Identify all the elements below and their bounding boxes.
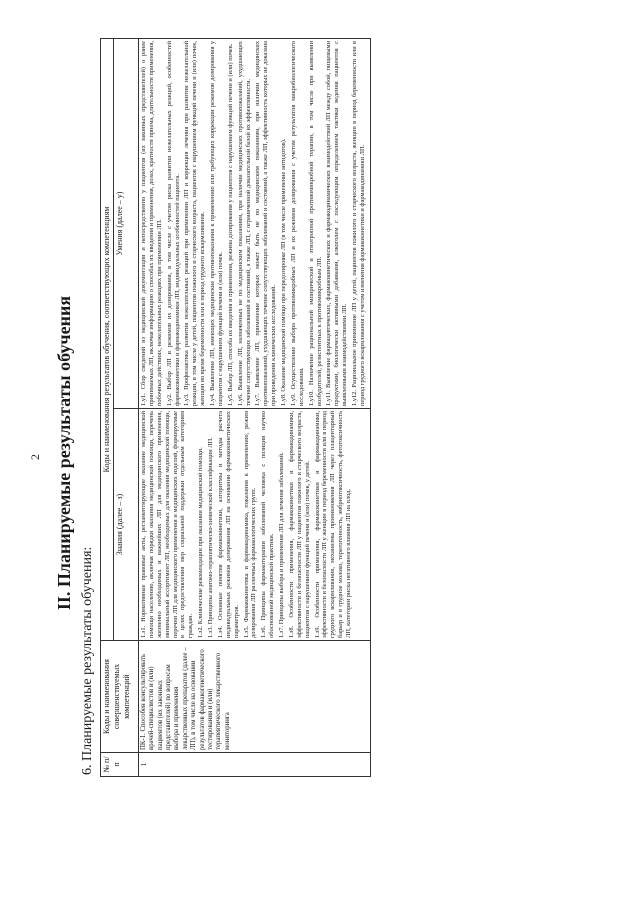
skill-item: 1.у5. Выбор ЛП, способа их введения и применения, режима дозирования у пациентов с нарушением функций печени и (или) почек. (226, 43, 234, 406)
row-number: 1 (139, 752, 371, 776)
learning-results-table (100, 37, 371, 776)
table-caption: 6. Планируемые результаты обучения: (80, 546, 95, 775)
knowledge-item: 1.з2. Клинические рекомендации при оказании медицинской помощи. (197, 446, 205, 638)
skills-cell (139, 38, 371, 408)
skill-item: 1.у12. Рациональное применение ЛП у детей, пациентов пожилого и старческого возраста, женщин в период беременности или в период грудного вскармливания с учетом изменения фармакокинетики и фармакодинамики ЛП. (351, 40, 366, 406)
knowledge-item: 1.з4. Основные понятия фармакокинетики, алгоритмы и методы расчета индивидуальных режимов дозирования ЛП на основании фармакокинетических параметров. (216, 410, 240, 638)
skill-item: 1.у6. Выявление ЛП, назначенных не по медицинским показаниям, при наличии медицинских противопоказаний, ухудшающих течение сопутствующих заболеваний и состояний, а также ЛП, с ограниченной доказательной базой их эффективности. (236, 40, 252, 406)
skill-item: 1.у9. Осуществление выбора противомикробных ЛП и их режимов дозирования с учетом результатов микробиологического исследования. (289, 40, 305, 406)
header-results-group: Коды и наименования результатов обучения, соответствующих компетенциям (101, 38, 114, 640)
knowledge-cell (139, 408, 371, 640)
page-number: 2 (28, 453, 42, 460)
table-row (139, 38, 371, 776)
knowledge-item: 1.з8. Особенности применения, фармакокинетики и фармакодинамики, эффективности и безопасности ЛП у пациентов пожилого и старческого возраста, пациентов с нарушением функций печени и (или) почек, у детей. (287, 410, 311, 638)
knowledge-item: 1.з1. Нормативные правовые акты, регламентирующие оказание медицинской помощи населению, включая порядки оказания медицинской помощи, перечень жизненно необходимых и важнейших ЛП для медицинского применения, минимальный ассортимент ЛП, необходимых для оказания медицинской помощи, перечни ЛП для медицинского применения и медицинских изделий, формируемые в целях предоставления мер социальной поддержки отдельным категориям граждан. (140, 410, 195, 638)
skill-item: 1.у7. Выявление ЛП, применение которых может быть не по медицинским показаниям, при наличии медицинских противопоказаний, ухудшающих течение сопутствующих заболеваний и состояний, а также ЛП, эффективность которых не доказана при проведении клинических исследований. (254, 40, 278, 406)
knowledge-item: 1.з9. Особенности применения, фармакокинетики и фармакодинамики, эффективности и безопасности ЛП у женщин в период беременности или в период грудного вскармливания, механизмы проникновения ЛП через плацентарный барьер и в грудное молоко, тератогенность, эмбриотоксичность, фетотоксичность ЛП, категории риска негативного влияния ЛП на плод. (313, 410, 352, 638)
skill-item: 1.у3. Профилактика развития нежелательных реакций при применении ЛП и коррекция лечения при развитии нежелательной реакции, в том числе у детей, пациентов пожилого и старческого возраста, пациентов с нарушением функций печени и (или) почек, женщин во время беременности или в период грудного вскармливания. (183, 40, 207, 406)
skill-item: 1.у2. Выбор ЛП и режимов их дозирования, в том числе с учетом риска развития нежелательных реакций, особенностей фармакокинетики и фармакодинамики ЛП, индивидуальных особенностей пациента. (165, 40, 181, 406)
skill-item: 1.у4. Выявление ЛП, имеющих медицинские противопоказания к применению или требующих коррекции режимов дозирования у пациентов с нарушением функций печени и (или) почек. (209, 40, 224, 406)
knowledge-item: 1.з5. Фармакокинетика и фармакодинамика, показания к применению, режим дозирования ЛП различных фармакологических групп. (242, 410, 258, 638)
skill-item: 1.у10. Назначение рациональной эмпирической и этиотропной противомикробной терапии, в том числе при выявлении возбудителей, резистентных к противомикробным ЛП. (307, 40, 323, 406)
competence-cell: ПК-1. Способен консультировать врачей-специалистов и (или) пациентов (их законных представителей) по вопросам выбора и применения лекарственных препаратов (далее – ЛП), в том числе на основании результатов фармакогенетического тестирования и (или) терапевтического лекарственного мониторинга (139, 640, 371, 752)
skill-item: 1.у8. Оказание медицинской помощи при передозировке ЛП (в том числе применение антидотов). (280, 138, 287, 406)
skill-item: 1.у11. Выявление фармацевтических, фармакокинетических и фармакодинамических взаимодействий ЛП между собой, пищевыми продуктами, биологически активными добавками, алкоголем с последующим определением тактики ведения пациентов с выявленными взаимодействиями ЛП. (325, 40, 349, 406)
header-num: № п/п (101, 752, 139, 776)
rotated-page (20, 13, 620, 893)
section-title: II. Планируемые результаты обучения (54, 295, 74, 610)
knowledge-item: 1.з3. Принципы анатомо-терапевтическо-химической классификации ЛП. (207, 436, 214, 638)
skill-item: 1.у1. Сбор сведений из медицинской документации и непосредственно у пациентов (их законных представителей) о ранее принимаемых ЛП, включая информацию о способах их введения и применения, дозах, кратности приема, длительности применения, побочных действиях, нежелательных реакциях при применении ЛП. (140, 40, 163, 406)
knowledge-item: 1.з7. Принципы выбора и применения ЛП для лечения заболеваний. (278, 451, 285, 638)
header-competence-codes: Коды и наименования совершенствуемых компетенций (101, 640, 139, 752)
knowledge-item: 1.з6. Принципы фармакотерапии заболеваний человека с позиции научно обоснованной медицинской практики. (260, 410, 276, 638)
header-knowledge: Знания (далее – з) (114, 408, 139, 640)
header-skills: Умения (далее – у) (114, 38, 139, 408)
